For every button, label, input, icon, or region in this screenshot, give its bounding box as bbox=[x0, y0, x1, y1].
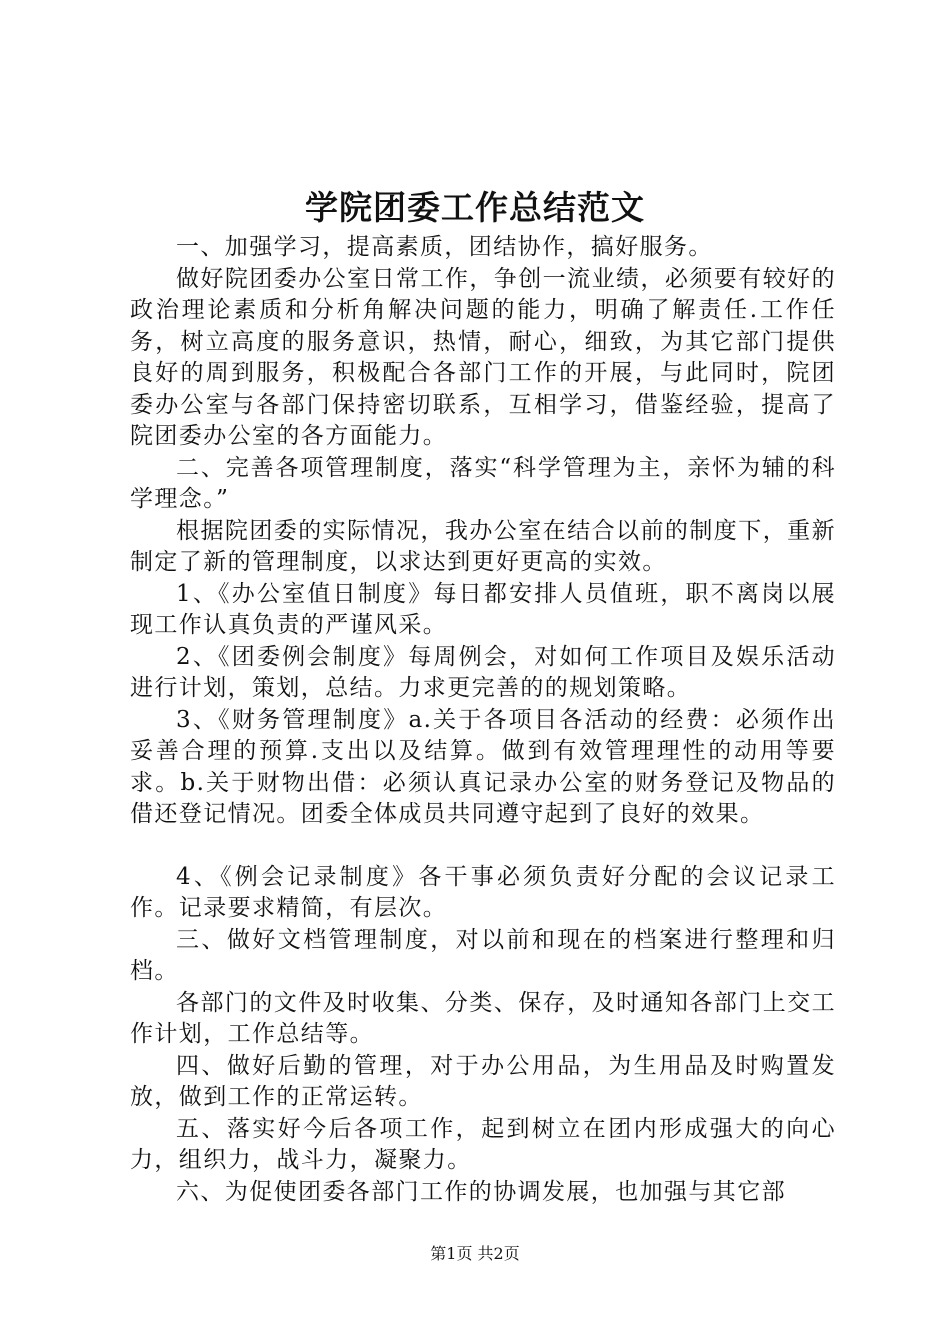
paragraph-rule-minutes: 4、《例会记录制度》各干事必须负责好分配的会议记录工作。记录要求精简，有层次。 bbox=[130, 863, 836, 921]
paragraph-rule-duty: 1、《办公室值日制度》每日都安排人员值班，职不离岗以展现工作认真负责的严谨风采。 bbox=[130, 580, 836, 638]
page-number-footer: 第1页 共2页 bbox=[430, 1244, 520, 1263]
paragraph-section-4: 四、做好后勤的管理，对于办公用品，为生用品及时购置发放，做到工作的正常运转。 bbox=[130, 1052, 836, 1110]
paragraph-section-2-intro: 根据院团委的实际情况，我办公室在结合以前的制度下，重新制定了新的管理制度，以求达到更好更高的实效。 bbox=[130, 517, 836, 575]
paragraph-rule-meeting: 2、《团委例会制度》每周例会，对如何工作项目及娱乐活动进行计划，策划，总结。力求更完善的的规划策略。 bbox=[130, 643, 836, 701]
paragraph-section-2-heading: 二、完善各项管理制度，落实“科学管理为主，亲怀为辅的科学理念。” bbox=[130, 454, 836, 512]
paragraph-section-1-heading: 一、加强学习，提高素质，团结协作，搞好服务。 bbox=[176, 234, 713, 260]
document-body bbox=[130, 232, 836, 1208]
paragraph-section-3-body: 各部门的文件及时收集、分类、保存，及时通知各部门上交工作计划，工作总结等。 bbox=[130, 989, 836, 1047]
paragraph-rule-finance: 3、《财务管理制度》a.关于各项目各活动的经费：必须作出妥善合理的预算.支出以及结算。做到有效管理理性的动用等要求。b.关于财物出借：必须认真记录办公室的财务登记及物品的借还登记情况。团委全体成员共同遵守起到了良好的效果。 bbox=[130, 706, 836, 827]
paragraph-section-1-body: 做好院团委办公室日常工作，争创一流业绩，必须要有较好的政治理论素质和分析角解决问题的能力，明确了解责任.工作任务，树立高度的服务意识，热情，耐心，细致，为其它部门提供良好的周到服务，积极配合各部门工作的开展，与此同时，院团委办公室与各部门保持密切联系，互相学习，借鉴经验，提高了院团委办公室的各方面能力。 bbox=[130, 265, 836, 449]
document-title: 学院团委工作总结范文 bbox=[305, 188, 645, 227]
paragraph-section-3-heading: 三、做好文档管理制度，对以前和现在的档案进行整理和归档。 bbox=[130, 926, 836, 984]
paragraph-section-6: 六、为促使团委各部门工作的协调发展，也加强与其它部 bbox=[176, 1178, 786, 1205]
paragraph-section-5: 五、落实好今后各项工作，起到树立在团内形成强大的向心力，组织力，战斗力，凝聚力。 bbox=[130, 1115, 836, 1173]
